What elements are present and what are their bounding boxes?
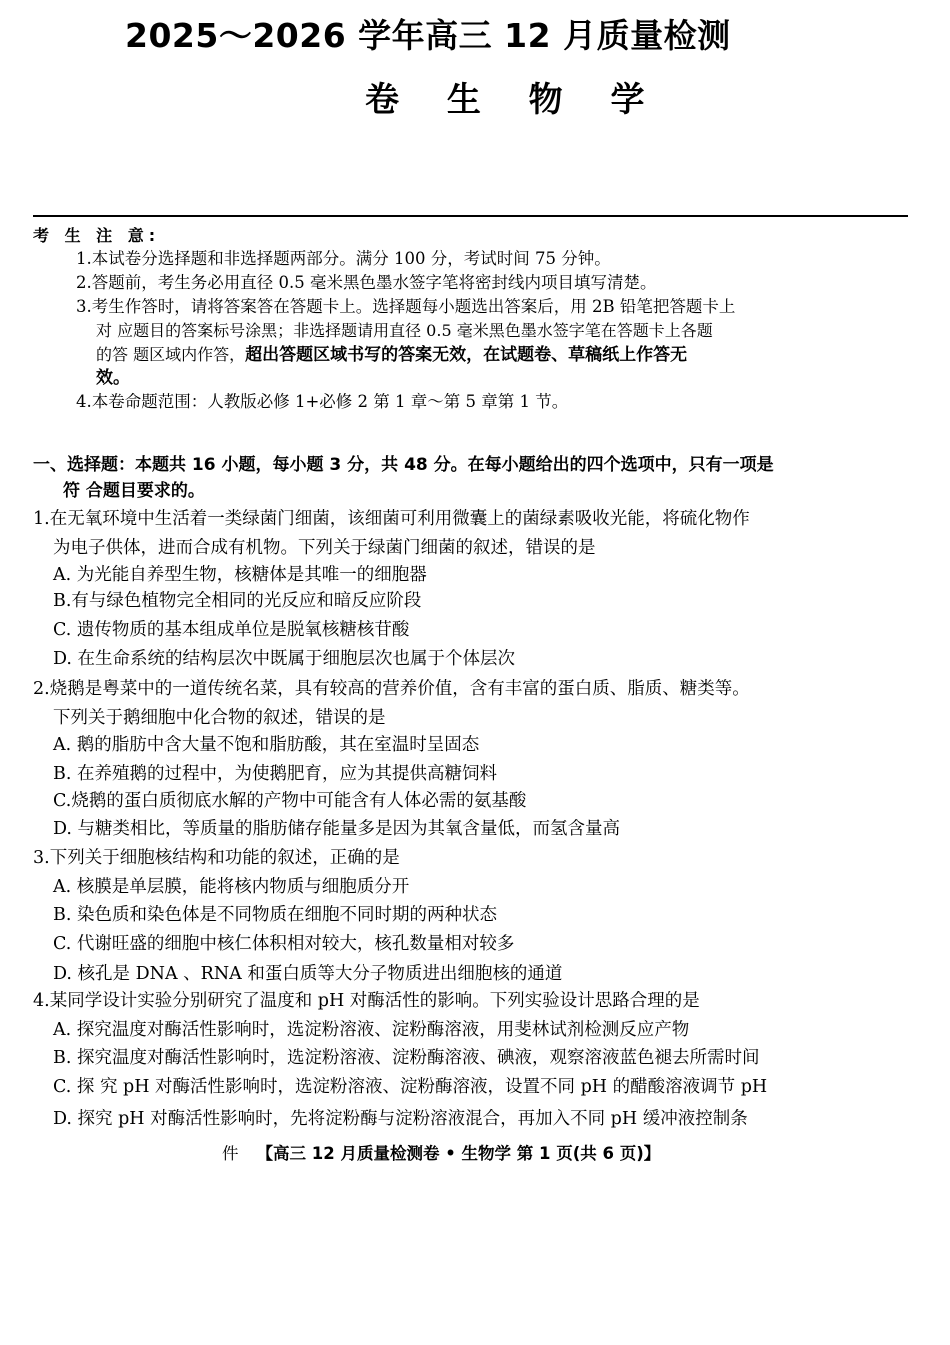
q1-stem-line-2: 为电子供体，进而合成有机物。下列关于绿菌门细菌的叙述，错误的是 [53, 538, 596, 558]
q3-stem: 3.下列关于细胞核结构和功能的叙述，正确的是 [33, 848, 400, 868]
q4-option-c: C. 探 究 pH 对酶活性影响时，选淀粉溶液、淀粉酶溶液，设置不同 pH 的醋酸溶液调节 pH [53, 1077, 768, 1097]
q4-option-d-continuation: 件 [222, 1144, 239, 1163]
q4-stem: 4.某同学设计实验分别研究了温度和 pH 对酶活性的影响。下列实验设计思路合理的是 [33, 991, 700, 1011]
q4-option-b: B. 探究温度对酶活性影响时，选淀粉溶液、淀粉酶溶液、碘液，观察溶液蓝色褪去所需时间 [53, 1048, 760, 1068]
q1-stem-line-1: 1.在无氧环境中生活着一类绿菌门细菌，该细菌可利用微囊上的菌绿素吸收光能，将硫化物作 [33, 509, 750, 529]
notice-item-3: 3.考生作答时，请将答案答在答题卡上。选择题每小题选出答案后，用 2B 铅笔把答题卡上 [76, 297, 736, 316]
q2-option-a: A. 鹅的脂肪中含大量不饱和脂肪酸，其在室温时呈固态 [53, 735, 480, 755]
notice-item-4: 4.本卷命题范围：人教版必修 1+必修 2 第 1 章～第 5 章第 1 节。 [76, 392, 569, 411]
footer-page-label: 【高三 12 月质量检测卷 • 生物学 第 1 页(共 6 页)】 [256, 1144, 661, 1163]
q2-option-b: B. 在养殖鹅的过程中，为使鹅肥育，应为其提供高糖饲料 [53, 764, 497, 784]
exam-subject: 卷 生 物 学 [365, 80, 645, 120]
q4-option-a: A. 探究温度对酶活性影响时，选淀粉溶液、淀粉酶溶液，用斐林试剂检测反应产物 [53, 1020, 690, 1040]
notice-emphasis: 超出答题区域书写的答案无效，在试题卷、草稿纸上作答无 [245, 345, 688, 365]
header-divider [33, 215, 908, 217]
section-heading [33, 452, 913, 504]
q2-stem-line-1: 2.烧鹅是粤菜中的一道传统名菜，具有较高的营养价值，含有丰富的蛋白质、脂质、糖类等。 [33, 679, 750, 699]
section-heading-line-2: 符 合题目要求的。 [63, 481, 205, 501]
notice-item-3-cont-2a: 的答 题区域内作答， [96, 345, 246, 364]
notice-item-3-cont-2 [96, 343, 687, 368]
notice-item-3-cont-1: 对 应题目的答案标号涂黑；非选择题请用直径 0.5 毫米黑色墨水签字笔在答题卡上各题 [96, 321, 713, 340]
exam-title: 2025～2026 学年高三 12 月质量检测 [125, 16, 731, 55]
section-heading-line-1: 一、选择题：本题共 16 小题，每小题 3 分，共 48 分。在每小题给出的四个选项中，只有一项是 [33, 455, 774, 475]
notice-item-3-cont-3: 效。 [96, 368, 130, 388]
q3-option-d: D. 核孔是 DNA 、RNA 和蛋白质等大分子物质进出细胞核的通道 [53, 964, 563, 984]
q1-option-d: D. 在生命系统的结构层次中既属于细胞层次也属于个体层次 [53, 649, 516, 669]
q1-option-b: B.有与绿色植物完全相同的光反应和暗反应阶段 [53, 591, 422, 611]
q1-option-c: C. 遗传物质的基本组成单位是脱氧核糖核苷酸 [53, 620, 410, 640]
q2-option-c: C.烧鹅的蛋白质彻底水解的产物中可能含有人体必需的氨基酸 [53, 791, 527, 811]
q3-option-c: C. 代谢旺盛的细胞中核仁体积相对较大，核孔数量相对较多 [53, 934, 515, 954]
q2-option-d: D. 与糖类相比，等质量的脂肪储存能量多是因为其氧含量低，而氢含量高 [53, 819, 621, 839]
notice-item-2: 2.答题前，考生务必用直径 0.5 毫米黑色墨水签字笔将密封线内项目填写清楚。 [76, 273, 657, 292]
q3-option-a: A. 核膜是单层膜，能将核内物质与细胞质分开 [53, 877, 410, 897]
notice-item-1: 1.本试卷分选择题和非选择题两部分。满分 100 分，考试时间 75 分钟。 [76, 249, 611, 268]
q2-stem-line-2: 下列关于鹅细胞中化合物的叙述，错误的是 [53, 708, 386, 728]
page-footer [222, 1140, 660, 1164]
q1-option-a: A. 为光能自养型生物，核糖体是其唯一的细胞器 [53, 565, 427, 585]
q4-option-d: D. 探究 pH 对酶活性影响时，先将淀粉酶与淀粉溶液混合，再加入不同 pH 缓冲液控制条 [53, 1109, 748, 1129]
q3-option-b: B. 染色质和染色体是不同物质在细胞不同时期的两种状态 [53, 905, 497, 925]
notice-heading: 考 生 注 意: [33, 226, 161, 245]
